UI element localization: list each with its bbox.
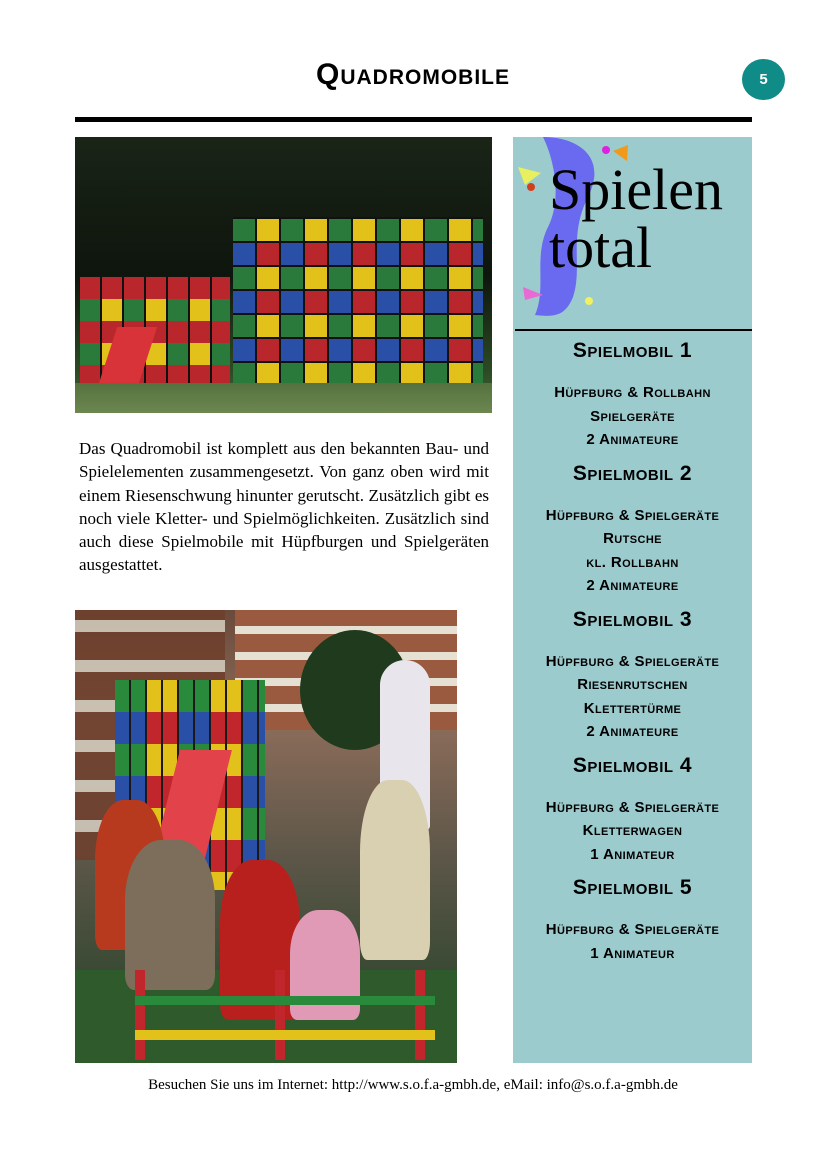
spielmobil-list: [513, 337, 752, 973]
spielmobil-section: [513, 337, 752, 452]
section-item: 1 Animateur: [590, 944, 675, 962]
spielmobil-section: [513, 606, 752, 744]
section-item: 1 Animateur: [590, 845, 675, 863]
section-item: Rutsche: [603, 530, 662, 547]
section-heading: Spielmobil 5: [572, 876, 693, 899]
sidebar-panel: [513, 137, 752, 1063]
photo-quadromobil-playground: [75, 137, 492, 413]
section-heading: Spielmobil 2: [572, 461, 693, 485]
section-item: 2 Animateure: [586, 431, 679, 448]
section-item: Hüpfburg & Spielgeräte: [545, 798, 720, 816]
spielmobil-section: [513, 874, 752, 965]
section-item: Klettertürme: [583, 699, 682, 717]
section-heading: Spielmobil 3: [572, 607, 693, 631]
logo-text-line1: Spielen: [549, 157, 723, 222]
sidebar-divider: [515, 329, 752, 331]
section-item: Riesenrutschen: [577, 676, 688, 693]
logo-text-line2: total: [549, 215, 653, 280]
page-title: Quadromobile: [316, 58, 510, 91]
photo-children-playing: [75, 610, 457, 1063]
section-item: Hüpfburg & Spielgeräte: [545, 506, 720, 524]
section-item: Hüpfburg & Spielgeräte: [545, 921, 720, 938]
section-heading: Spielmobil 1: [572, 339, 693, 362]
section-item: kl. Rollbahn: [586, 553, 679, 571]
footer-contact: Besuchen Sie uns im Internet: http://www.s.o.f.a-gmbh.de, eMail: info@s.o.f.a-gmbh.de: [148, 1077, 678, 1093]
section-item: Spielgeräte: [590, 407, 675, 425]
section-item: 2 Animateure: [586, 723, 679, 740]
section-item: Hüpfburg & Spielgeräte: [545, 652, 720, 670]
header-rule: [75, 117, 752, 122]
spielmobil-section: [513, 460, 752, 598]
description-paragraph: Das Quadromobil ist komplett aus den bekannten Bau- und Spielelementen zusammengesetzt. Von ganz oben wird mit einem Riesenschwung hinunter gerutscht. Zusätzlich gibt es noch viele Kletter- und Spielmöglichkeiten. Zusätzlich sind auch diese Spielmobile mit Hüpfburgen und Spielgeräten ausgestattet.: [79, 439, 489, 575]
section-item: Kletterwagen: [582, 822, 683, 839]
section-item: 2 Animateure: [586, 577, 679, 594]
spielmobil-section: [513, 752, 752, 867]
section-item: Hüpfburg & Rollbahn: [554, 384, 711, 401]
page-number-badge: 5: [742, 59, 785, 100]
spielen-total-logo: [513, 137, 752, 330]
section-heading: Spielmobil 4: [572, 753, 693, 777]
